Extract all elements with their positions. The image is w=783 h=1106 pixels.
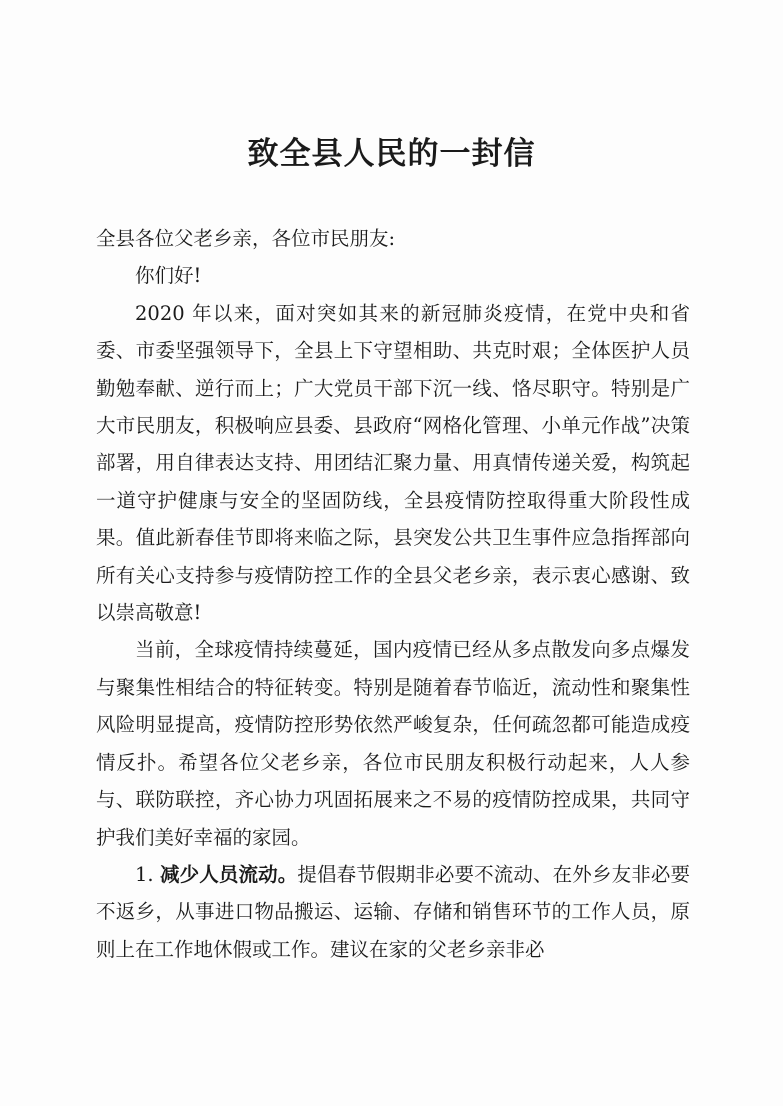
greeting: 你们好! <box>135 264 202 288</box>
letter-body <box>96 220 690 968</box>
letter-title: 致全县人民的一封信 <box>247 136 536 172</box>
salutation: 全县各位父老乡亲，各位市民朋友: <box>96 227 396 250</box>
paragraph-1: 2020 年以来，面对突如其来的新冠肺炎疫情，在党中央和省委、市委坚强领导下，全县上下守望相助、共克时艰；全体医护人员勤勉奉献、逆行而上；广大党员干部下沉一线、恪尽职守。特别是广大市民朋友，积极响应县委、县政府“网格化管理、小单元作战”决策部署，用自律表达支持、用团结汇聚力量、用真情传递关爱，构筑起一道守护健康与安全的坚固防线，全县疫情防控取得重大阶段性成果。值此新春佳节即将来临之际，县突发公共卫生事件应急指挥部向所有关心支持参与疫情防控工作的全县父老乡亲，表示衷心感谢、致以崇高敬意! <box>96 301 690 625</box>
item-number: 1. <box>135 862 160 886</box>
item-text: 提倡春节假期非必要不流动、在外乡友非必要不返乡，从事进口物品搬运、运输、存储和销售环节的工作人员，原则上在工作地休假或工作。建议在家的父老乡亲非必 <box>96 862 690 961</box>
item-heading: 减少人员流动。 <box>159 862 298 886</box>
paragraph-2: 当前，全球疫情持续蔓延，国内疫情已经从多点散发向多点爆发与聚集性相结合的特征转变。特别是随着春节临近，流动性和聚集性风险明显提高，疫情防控形势依然严峻复杂，任何疏忽都可能造成疫情反扑。希望各位父老乡亲，各位市民朋友积极行动起来，人人参与、联防联控，齐心协力巩固拓展来之不易的疫情防控成果，共同守护我们美好幸福的家园。 <box>96 638 690 849</box>
list-item-1 <box>96 856 690 968</box>
